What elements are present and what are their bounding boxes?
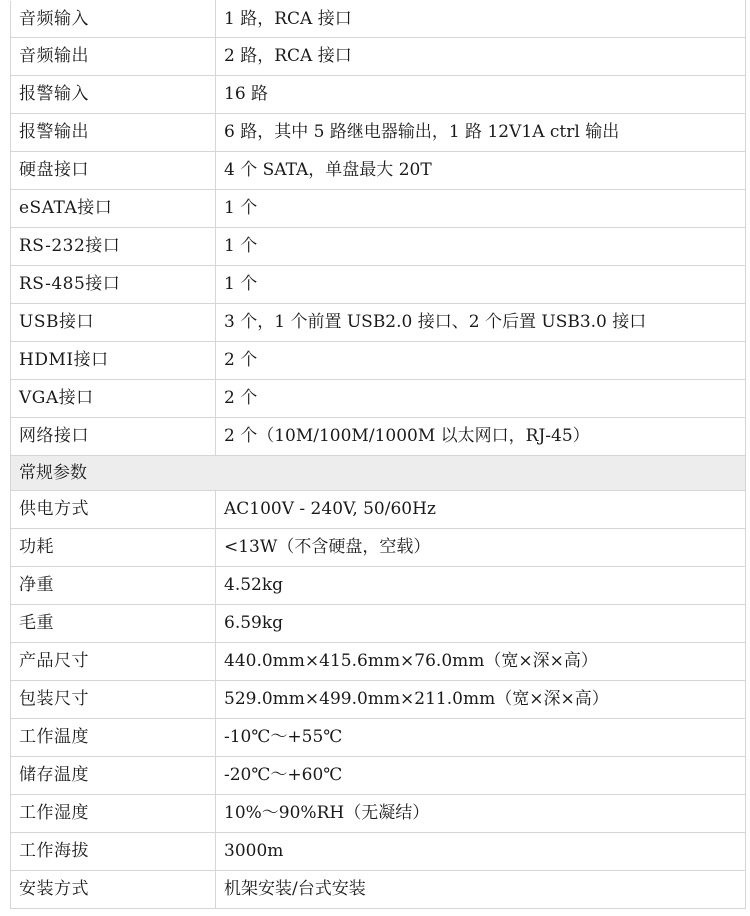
spec-value: 10%～90%RH（无凝结）: [216, 795, 746, 833]
spec-label: 网络接口: [11, 418, 216, 456]
spec-row-usb: [11, 304, 746, 342]
spec-value: 440.0mm×415.6mm×76.0mm（宽×深×高）: [216, 643, 746, 681]
spec-value: 2 个: [216, 380, 746, 418]
section-title: 常规参数: [11, 456, 746, 491]
spec-label: 供电方式: [11, 491, 216, 529]
spec-value: 16 路: [216, 76, 746, 114]
spec-label: 工作海拔: [11, 833, 216, 871]
spec-row-operating-temp: [11, 719, 746, 757]
spec-value: <13W（不含硬盘，空载）: [216, 529, 746, 567]
spec-row-operating-humidity: [11, 795, 746, 833]
spec-row-vga: [11, 380, 746, 418]
spec-value: -20℃～+60℃: [216, 757, 746, 795]
spec-label: 报警输入: [11, 76, 216, 114]
spec-label: 工作温度: [11, 719, 216, 757]
spec-row-power-supply: [11, 491, 746, 529]
spec-row-power-consumption: [11, 529, 746, 567]
spec-value: 1 个: [216, 228, 746, 266]
spec-row-alarm-output: [11, 114, 746, 152]
spec-label: 储存温度: [11, 757, 216, 795]
spec-row-installation: [11, 871, 746, 909]
spec-label: USB接口: [11, 304, 216, 342]
spec-label: 功耗: [11, 529, 216, 567]
spec-value: 4 个 SATA，单盘最大 20T: [216, 152, 746, 190]
spec-value: 机架安装/台式安装: [216, 871, 746, 909]
spec-value: 1 个: [216, 266, 746, 304]
spec-value: 1 路，RCA 接口: [216, 1, 746, 38]
spec-value: 2 个: [216, 342, 746, 380]
spec-label: eSATA接口: [11, 190, 216, 228]
spec-label: VGA接口: [11, 380, 216, 418]
spec-row-hdd-interface: [11, 152, 746, 190]
spec-value: 4.52kg: [216, 567, 746, 605]
spec-row-gross-weight: [11, 605, 746, 643]
spec-label: 包装尺寸: [11, 681, 216, 719]
spec-table: [10, 0, 746, 909]
spec-value: 529.0mm×499.0mm×211.0mm（宽×深×高）: [216, 681, 746, 719]
spec-value: 3 个，1 个前置 USB2.0 接口、2 个后置 USB3.0 接口: [216, 304, 746, 342]
spec-row-esata: [11, 190, 746, 228]
spec-label: 净重: [11, 567, 216, 605]
spec-label: 报警输出: [11, 114, 216, 152]
spec-label: 毛重: [11, 605, 216, 643]
spec-label: 硬盘接口: [11, 152, 216, 190]
spec-label: 工作湿度: [11, 795, 216, 833]
spec-label: 音频输入: [11, 1, 216, 38]
spec-label: RS-232接口: [11, 228, 216, 266]
spec-row-storage-temp: [11, 757, 746, 795]
spec-value: 2 路，RCA 接口: [216, 38, 746, 76]
spec-value: -10℃～+55℃: [216, 719, 746, 757]
spec-value: 6 路，其中 5 路继电器输出，1 路 12V1A ctrl 输出: [216, 114, 746, 152]
spec-row-rs485: [11, 266, 746, 304]
spec-label: 音频输出: [11, 38, 216, 76]
spec-row-audio-input: [11, 1, 746, 38]
spec-row-hdmi: [11, 342, 746, 380]
spec-label: 产品尺寸: [11, 643, 216, 681]
section-header-general: [11, 456, 746, 491]
spec-row-alarm-input: [11, 76, 746, 114]
spec-row-altitude: [11, 833, 746, 871]
spec-label: HDMI接口: [11, 342, 216, 380]
spec-value: 3000m: [216, 833, 746, 871]
spec-value: AC100V - 240V, 50/60Hz: [216, 491, 746, 529]
spec-row-rs232: [11, 228, 746, 266]
spec-label: 安装方式: [11, 871, 216, 909]
spec-label: RS-485接口: [11, 266, 216, 304]
spec-row-net-weight: [11, 567, 746, 605]
spec-row-product-size: [11, 643, 746, 681]
spec-value: 2 个（10M/100M/1000M 以太网口，RJ-45）: [216, 418, 746, 456]
spec-table-body: [11, 1, 746, 909]
spec-row-audio-output: [11, 38, 746, 76]
spec-value: 6.59kg: [216, 605, 746, 643]
spec-row-network: [11, 418, 746, 456]
spec-row-package-size: [11, 681, 746, 719]
spec-value: 1 个: [216, 190, 746, 228]
